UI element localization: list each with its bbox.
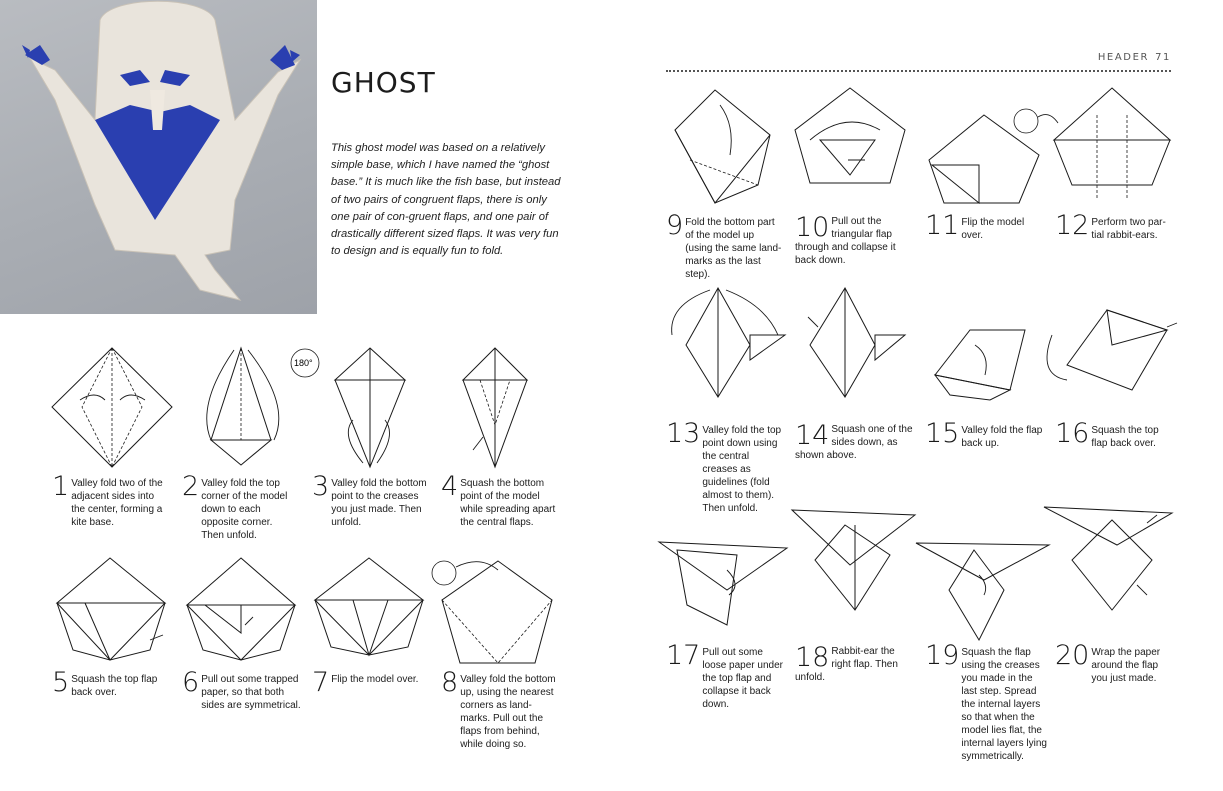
step-17-text: Pull out some loose paper under the top flap and collapse it back down. (702, 647, 783, 710)
step-19-diagram (914, 535, 1054, 645)
step-13-number: 13 (666, 418, 701, 449)
step-11-text: Flip the model over. (961, 217, 1025, 241)
step-1-caption (52, 471, 170, 529)
step-10-number: 10 (795, 212, 830, 243)
intro-paragraph: This ghost model was based on a relatively simple base, which I have named the “ghost base.” It is much like the fish base, but instead of two pairs of congruent flaps, there is only one pair of con-gruent flaps, and one pair of drastically different sized flaps. It was very fun to design and is equally fun to fold. (331, 142, 561, 258)
page-number: 71 (1155, 52, 1171, 63)
step-15-caption (925, 418, 1045, 450)
step-7-number: 7 (312, 667, 330, 698)
step-20-number: 20 (1055, 640, 1090, 671)
rotate-180-label: 180° (294, 358, 313, 368)
step-12-number: 12 (1055, 210, 1090, 241)
step-15-text: Valley fold the flap back up. (961, 425, 1043, 449)
step-12-text: Perform two par-tial rabbit-ears. (1091, 217, 1166, 241)
step-4-number: 4 (441, 471, 459, 502)
step-10-text: Pull out the triangular flap through and collapse it back down. (795, 216, 896, 266)
step-17-diagram (657, 530, 792, 640)
ghost-model-image (0, 0, 317, 314)
step-2-diagram (196, 345, 291, 470)
step-5-number: 5 (52, 667, 70, 698)
step-4-caption (441, 471, 559, 529)
step-10-caption (795, 212, 915, 267)
step-6-diagram (185, 555, 300, 665)
step-9-number: 9 (666, 210, 684, 241)
step-16-caption (1055, 418, 1173, 450)
step-8-caption (441, 667, 559, 751)
step-17-caption (666, 640, 786, 711)
step-11-diagram (924, 85, 1064, 205)
step-15-diagram (930, 315, 1030, 415)
step-7-diagram (313, 555, 428, 665)
step-14-text: Squash one of the sides down, as shown above. (795, 424, 913, 461)
step-18-number: 18 (795, 642, 830, 673)
step-12-diagram (1052, 85, 1172, 205)
step-9-diagram (670, 85, 780, 210)
step-20-caption (1055, 640, 1173, 685)
step-6-number: 6 (182, 667, 200, 698)
step-20-text: Wrap the paper around the flap you just made. (1091, 647, 1161, 684)
step-4-diagram (455, 345, 535, 470)
step-3-number: 3 (312, 471, 330, 502)
step-5-diagram (55, 555, 175, 665)
step-16-text: Squash the top flap back over. (1091, 425, 1159, 449)
step-19-caption (925, 640, 1050, 763)
step-17-number: 17 (666, 640, 701, 671)
step-13-text: Valley fold the top point down using the central creases as guidelines (fold almost to them). Then unfold. (702, 425, 782, 514)
step-7-text: Flip the model over. (331, 674, 419, 685)
step-8-text: Valley fold the bottom up, using the nearest corners as land-marks. Pull out the flaps from behind, while doing so. (460, 674, 556, 750)
step-1-diagram (50, 345, 175, 470)
running-header (1098, 52, 1171, 63)
page-title: GHOST (331, 66, 436, 99)
step-1-number: 1 (52, 471, 70, 502)
step-3-diagram (285, 345, 415, 475)
step-19-text: Squash the flap using the creases you made in the last step. Spread the internal layers so that when the model lies flat, the internal layers lying symmetrically. (961, 647, 1047, 762)
step-9-caption (666, 210, 784, 281)
step-6-text: Pull out some trapped paper, so that both sides are symmetrical. (201, 674, 301, 711)
step-9-text: Fold the bottom part of the model up (using the same land-marks as the last step). (685, 217, 782, 280)
step-5-text: Squash the top flap back over. (71, 674, 158, 698)
step-18-diagram (790, 505, 920, 615)
running-header-label: HEADER (1097, 52, 1150, 63)
step-5-caption (52, 667, 170, 699)
step-8-diagram (420, 555, 560, 665)
step-11-number: 11 (925, 210, 960, 241)
ghost-photo (0, 0, 317, 314)
step-7-caption (312, 667, 432, 698)
step-1-text: Valley fold two of the adjacent sides into the center, forming a kite base. (71, 478, 163, 528)
step-3-caption (312, 471, 432, 529)
step-14-number: 14 (795, 420, 830, 451)
step-13-diagram (660, 285, 790, 405)
step-19-number: 19 (925, 640, 960, 671)
step-18-caption (795, 642, 900, 684)
step-20-diagram (1042, 505, 1177, 615)
step-2-number: 2 (182, 471, 200, 502)
step-15-number: 15 (925, 418, 960, 449)
step-2-caption (182, 471, 297, 542)
left-page (0, 0, 611, 791)
step-3-text: Valley fold the bottom point to the creases you just made. Then unfold. (331, 478, 427, 528)
step-2-text: Valley fold the top corner of the model down to each opposite corner. Then unfold. (201, 478, 288, 541)
step-11-caption (925, 210, 1045, 242)
step-16-number: 16 (1055, 418, 1090, 449)
step-6-caption (182, 667, 302, 712)
step-14-caption (795, 420, 915, 462)
step-10-diagram (790, 85, 910, 190)
step-14-diagram (790, 285, 910, 405)
header-divider (666, 70, 1171, 72)
step-16-diagram (1037, 305, 1187, 405)
step-8-number: 8 (441, 667, 459, 698)
step-4-text: Squash the bottom point of the model while spreading apart the central flaps. (460, 478, 556, 528)
right-page (612, 0, 1223, 791)
step-12-caption (1055, 210, 1173, 242)
step-13-caption (666, 418, 784, 515)
step-18-text: Rabbit-ear the right flap. Then unfold. (795, 646, 898, 683)
